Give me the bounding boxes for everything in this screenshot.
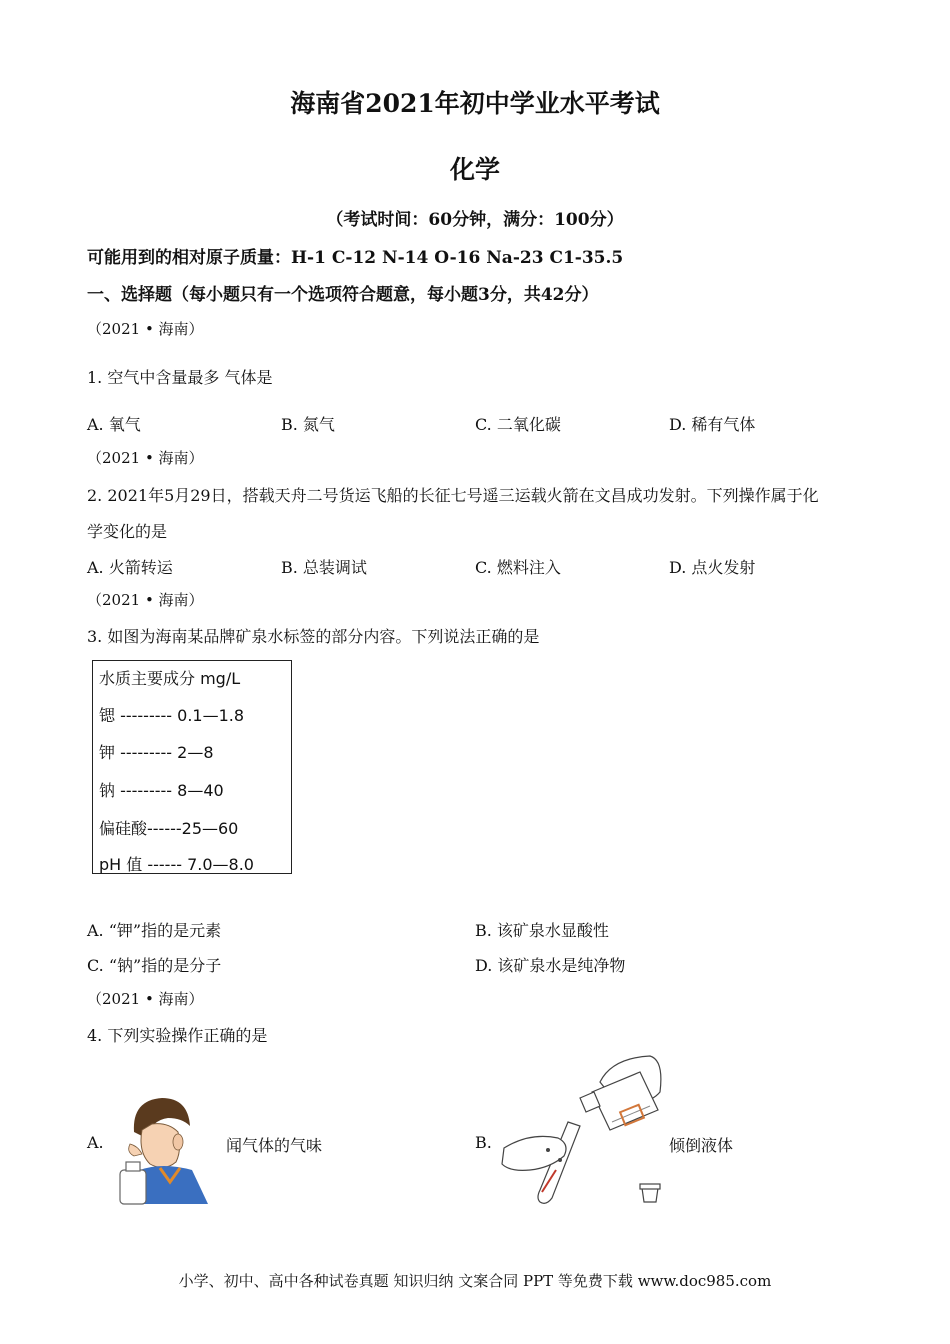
q4-source: （2021 • 海南）	[87, 990, 204, 1008]
label-row-potassium: 钾 --------- 2—8	[99, 743, 214, 762]
smelling-gas-illustration	[112, 1092, 212, 1207]
pouring-liquid-illustration	[500, 1052, 670, 1212]
q2-source: （2021 • 海南）	[87, 449, 204, 467]
q2-option-d: D. 点火发射	[669, 558, 756, 577]
q2-option-a: A. 火箭转运	[87, 558, 173, 577]
q2-option-b: B. 总装调试	[281, 558, 367, 577]
q4-option-b-letter: B.	[475, 1133, 492, 1152]
label-heading: 水质主要成分 mg/L	[99, 669, 241, 688]
q3-option-b: B. 该矿泉水显酸性	[475, 921, 609, 940]
exam-info: （考试时间：60分钟，满分：100分）	[326, 210, 624, 230]
q1-option-c: C. 二氧化碳	[475, 415, 561, 434]
q3-stem: 3. 如图为海南某品牌矿泉水标签的部分内容。下列说法正确的是	[87, 627, 540, 646]
q3-option-d: D. 该矿泉水是纯净物	[475, 956, 626, 975]
mineral-water-label	[92, 660, 292, 874]
q2-stem-line1: 2. 2021年5月29日，搭载天舟二号货运飞船的长征七号遥三运载火箭在文昌成功发射。下列操作属于化	[87, 486, 819, 505]
q1-option-d: D. 稀有气体	[669, 415, 756, 434]
q4-option-a-letter: A.	[87, 1133, 104, 1152]
exam-title: 海南省2021年初中学业水平考试	[290, 89, 660, 118]
atomic-masses: 可能用到的相对原子质量：H-1 C-12 N-14 O-16 Na-23 C1-35.5	[87, 248, 624, 268]
q4-stem: 4. 下列实验操作正确的是	[87, 1026, 268, 1045]
q3-option-a: A. “钾”指的是元素	[87, 921, 222, 940]
q1-option-b: B. 氮气	[281, 415, 335, 434]
q1-source: （2021 • 海南）	[87, 320, 204, 338]
label-row-strontium: 锶 --------- 0.1—1.8	[99, 706, 245, 725]
q2-stem-line2: 学变化的是	[87, 522, 168, 541]
label-row-sodium: 钠 --------- 8—40	[99, 781, 224, 800]
q1-option-a: A. 氧气	[87, 415, 141, 434]
label-row-metasilicic-acid: 偏硅酸------25—60	[99, 819, 239, 838]
q4-option-a-caption: 闻气体的气味	[226, 1136, 323, 1155]
q4-option-b-caption: 倾倒液体	[669, 1136, 734, 1155]
subject-title: 化学	[449, 155, 500, 184]
section-one-heading: 一、选择题（每小题只有一个选项符合题意，每小题3分，共42分）	[87, 285, 599, 305]
q3-option-c: C. “钠”指的是分子	[87, 956, 222, 975]
q3-source: （2021 • 海南）	[87, 591, 204, 609]
q1-stem: 1. 空气中含量最多 气体是	[87, 368, 273, 387]
page-footer: 小学、初中、高中各种试卷真题 知识归纳 文案合同 PPT 等免费下载 www.doc985.com	[178, 1272, 772, 1290]
q2-option-c: C. 燃料注入	[475, 558, 561, 577]
label-row-ph: pH 值 ------ 7.0—8.0	[99, 855, 254, 874]
